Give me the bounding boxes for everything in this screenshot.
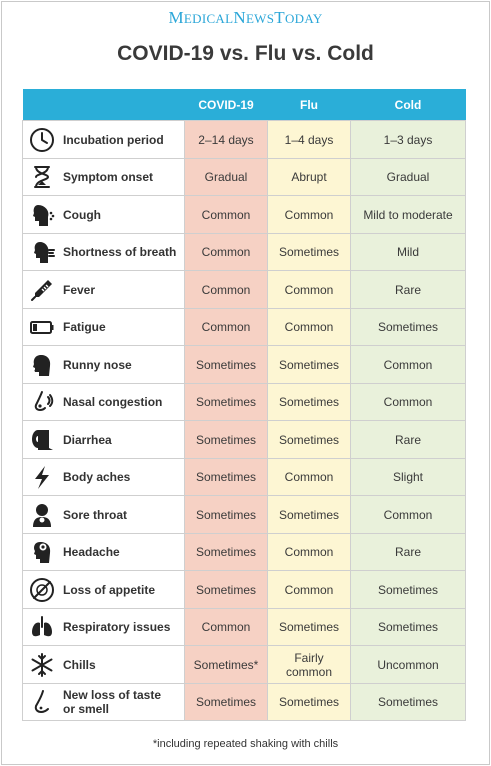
header-symptom bbox=[23, 89, 185, 121]
lungs-icon bbox=[28, 613, 56, 641]
symptom-cell bbox=[23, 459, 185, 496]
covid-cell: Common bbox=[185, 609, 268, 646]
symptom-cell bbox=[23, 684, 185, 721]
clock-icon bbox=[28, 126, 56, 154]
symptom-label: Symptom onset bbox=[63, 170, 154, 184]
symptom-label: Sore throat bbox=[63, 507, 128, 522]
flu-cell: Sometimes bbox=[268, 609, 351, 646]
covid-cell: Sometimes bbox=[185, 346, 268, 384]
symptom-label: Headache bbox=[63, 545, 120, 559]
low-battery-icon bbox=[28, 313, 56, 341]
covid-cell: Common bbox=[185, 234, 268, 271]
table-row bbox=[23, 121, 466, 159]
header-flu: Flu bbox=[268, 89, 351, 121]
cold-cell: Mild bbox=[351, 234, 466, 271]
cold-cell: Mild to moderate bbox=[351, 196, 466, 234]
symptom-label: Cough bbox=[63, 207, 101, 222]
table-row bbox=[23, 609, 466, 646]
symptom-cell bbox=[23, 421, 185, 459]
cold-cell: 1–3 days bbox=[351, 121, 466, 159]
table-row bbox=[23, 346, 466, 384]
cold-cell: Common bbox=[351, 384, 466, 421]
symptom-label: Body aches bbox=[63, 470, 131, 484]
symptom-label: Runny nose bbox=[63, 357, 132, 372]
toilet-paper-icon bbox=[28, 426, 56, 454]
flu-cell: Sometimes bbox=[268, 684, 351, 721]
symptom-cell bbox=[23, 646, 185, 684]
symptom-label: Fatigue bbox=[63, 320, 106, 334]
header-cold: Cold bbox=[351, 89, 466, 121]
table-row bbox=[23, 384, 466, 421]
symptom-label: Nasal congestion bbox=[63, 395, 163, 409]
flu-cell: Fairly common bbox=[268, 646, 351, 684]
symptom-cell bbox=[23, 609, 185, 646]
symptom-cell bbox=[23, 196, 185, 234]
footnote: *including repeated shaking with chills bbox=[152, 738, 339, 750]
table-row bbox=[23, 496, 466, 534]
flu-cell: Common bbox=[268, 309, 351, 346]
symptom-label: Loss of appetite bbox=[63, 582, 156, 597]
symptom-label: Chills bbox=[63, 657, 96, 672]
flu-cell: 1–4 days bbox=[268, 121, 351, 159]
cold-cell: Rare bbox=[351, 271, 466, 309]
nose-outline-icon bbox=[28, 688, 56, 716]
cold-cell: Sometimes bbox=[351, 309, 466, 346]
header-covid: COVID-19 bbox=[185, 89, 268, 121]
flu-cell: Common bbox=[268, 196, 351, 234]
flu-cell: Sometimes bbox=[268, 234, 351, 271]
symptom-cell bbox=[23, 571, 185, 609]
symptom-cell bbox=[23, 234, 185, 271]
table-row bbox=[23, 421, 466, 459]
flu-cell: Sometimes bbox=[268, 496, 351, 534]
symptom-cell bbox=[23, 159, 185, 196]
table-header-row bbox=[23, 89, 466, 121]
covid-cell: Sometimes bbox=[185, 459, 268, 496]
page-title: COVID-19 vs. Flu vs. Cold bbox=[117, 42, 374, 65]
nose-icon bbox=[28, 388, 56, 416]
hourglass-icon bbox=[28, 163, 56, 191]
table-row bbox=[23, 271, 466, 309]
symptom-cell bbox=[23, 534, 185, 571]
covid-cell: Sometimes bbox=[185, 534, 268, 571]
cold-cell: Rare bbox=[351, 534, 466, 571]
table-row bbox=[23, 646, 466, 684]
cough-icon bbox=[28, 201, 56, 229]
symptom-label: Diarrhea bbox=[63, 432, 112, 447]
flu-cell: Sometimes bbox=[268, 346, 351, 384]
covid-cell: Common bbox=[185, 271, 268, 309]
covid-cell: Sometimes bbox=[185, 571, 268, 609]
symptom-label: Shortness of breath bbox=[63, 245, 177, 259]
cold-cell: Rare bbox=[351, 421, 466, 459]
cold-cell: Common bbox=[351, 346, 466, 384]
symptom-cell bbox=[23, 309, 185, 346]
symptom-cell bbox=[23, 384, 185, 421]
covid-cell: Sometimes bbox=[185, 384, 268, 421]
flu-cell: Common bbox=[268, 571, 351, 609]
flu-cell: Common bbox=[268, 459, 351, 496]
table-row bbox=[23, 684, 466, 721]
flu-cell: Common bbox=[268, 534, 351, 571]
sore-throat-icon bbox=[28, 501, 56, 529]
lightning-icon bbox=[28, 463, 56, 491]
symptom-label: Incubation period bbox=[63, 132, 164, 147]
table-row bbox=[23, 159, 466, 196]
symptom-cell bbox=[23, 496, 185, 534]
headache-icon bbox=[28, 538, 56, 566]
symptom-cell bbox=[23, 271, 185, 309]
symptom-cell bbox=[23, 121, 185, 159]
cold-cell: Uncommon bbox=[351, 646, 466, 684]
table-row bbox=[23, 196, 466, 234]
symptom-label: Fever bbox=[63, 282, 96, 297]
flu-cell: Common bbox=[268, 271, 351, 309]
table-row bbox=[23, 309, 466, 346]
flu-cell: Abrupt bbox=[268, 159, 351, 196]
table-row bbox=[23, 571, 466, 609]
flu-cell: Sometimes bbox=[268, 421, 351, 459]
symptom-cell bbox=[23, 346, 185, 384]
table-row bbox=[23, 234, 466, 271]
thermometer-icon bbox=[28, 276, 56, 304]
covid-cell: Sometimes bbox=[185, 496, 268, 534]
covid-cell: Gradual bbox=[185, 159, 268, 196]
symptom-label: Respiratory issues bbox=[63, 620, 171, 634]
covid-cell: Common bbox=[185, 309, 268, 346]
cold-cell: Gradual bbox=[351, 159, 466, 196]
cold-cell: Sometimes bbox=[351, 684, 466, 721]
breath-icon bbox=[28, 238, 56, 266]
covid-cell: Sometimes* bbox=[185, 646, 268, 684]
symptom-label: New loss of taste or smell bbox=[63, 688, 162, 716]
covid-cell: Sometimes bbox=[185, 684, 268, 721]
covid-cell: 2–14 days bbox=[185, 121, 268, 159]
cold-cell: Sometimes bbox=[351, 609, 466, 646]
covid-cell: Sometimes bbox=[185, 421, 268, 459]
runny-nose-icon bbox=[28, 351, 56, 379]
snowflake-icon bbox=[28, 651, 56, 679]
brand-logo: MEDICALNEWSTODAY bbox=[168, 8, 323, 27]
covid-cell: Common bbox=[185, 196, 268, 234]
no-food-icon bbox=[28, 576, 56, 604]
table-row bbox=[23, 534, 466, 571]
flu-cell: Sometimes bbox=[268, 384, 351, 421]
comparison-table bbox=[22, 89, 466, 721]
cold-cell: Common bbox=[351, 496, 466, 534]
cold-cell: Sometimes bbox=[351, 571, 466, 609]
table-row bbox=[23, 459, 466, 496]
cold-cell: Slight bbox=[351, 459, 466, 496]
